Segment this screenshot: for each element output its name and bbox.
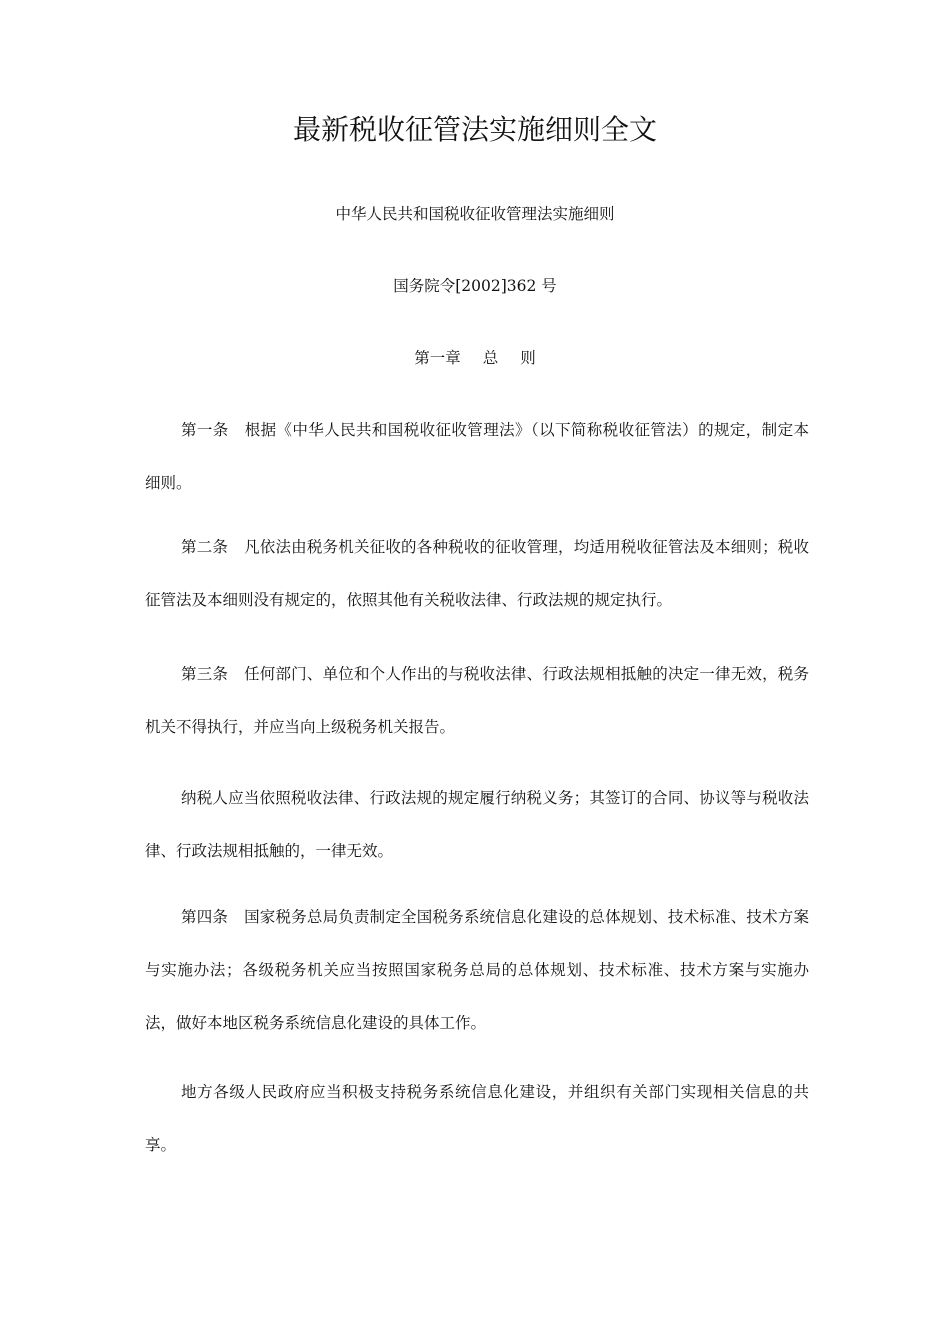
chapter-number: 第一章: [414, 349, 461, 367]
article-text: 凡依法由税务机关征收的各种税收的征收管理，均适用税收征管法及本细则；税收征管法及本细则没有规定的，依照其他有关税收法律、行政法规的规定执行。: [145, 538, 809, 609]
article-3-paragraph: [145, 648, 809, 754]
article-label: 第二条: [181, 538, 229, 556]
regulation-subtitle: 中华人民共和国税收征收管理法实施细则: [335, 205, 615, 223]
article-4-paragraph: [145, 891, 809, 1050]
article-text: 纳税人应当依照税收法律、行政法规的规定履行纳税义务；其签订的合同、协议等与税收法律、行政法规相抵触的，一律无效。: [145, 789, 809, 860]
article-2-paragraph: [145, 521, 809, 627]
article-4-continuation-paragraph: [145, 1066, 809, 1172]
chapter-heading: [0, 346, 950, 370]
article-text: 任何部门、单位和个人作出的与税收法律、行政法规相抵触的决定一律无效，税务机关不得执行，并应当向上级税务机关报告。: [145, 665, 809, 736]
article-text: 国家税务总局负责制定全国税务系统信息化建设的总体规划、技术标准、技术方案与实施办法；各级税务机关应当按照国家税务总局的总体规划、技术标准、技术方案与实施办法，做好本地区税务系统信息化建设的具体工作。: [145, 908, 809, 1032]
article-text: 地方各级人民政府应当积极支持税务系统信息化建设，并组织有关部门实现相关信息的共享。: [145, 1083, 809, 1154]
chapter-name-part2: 则: [520, 349, 536, 367]
article-3-continuation-paragraph: [145, 772, 809, 878]
article-label: 第四条: [181, 908, 229, 926]
article-1-paragraph: [145, 404, 809, 510]
article-text: 根据《中华人民共和国税收征收管理法》（以下简称税收征管法）的规定，制定本细则。: [145, 421, 809, 492]
article-label: 第三条: [181, 665, 229, 683]
decree-number: 国务院令[2002]362 号: [393, 277, 557, 295]
article-label: 第一条: [181, 421, 229, 439]
document-title: 最新税收征管法实施细则全文: [292, 113, 657, 146]
chapter-name-part1: 总: [482, 349, 499, 367]
